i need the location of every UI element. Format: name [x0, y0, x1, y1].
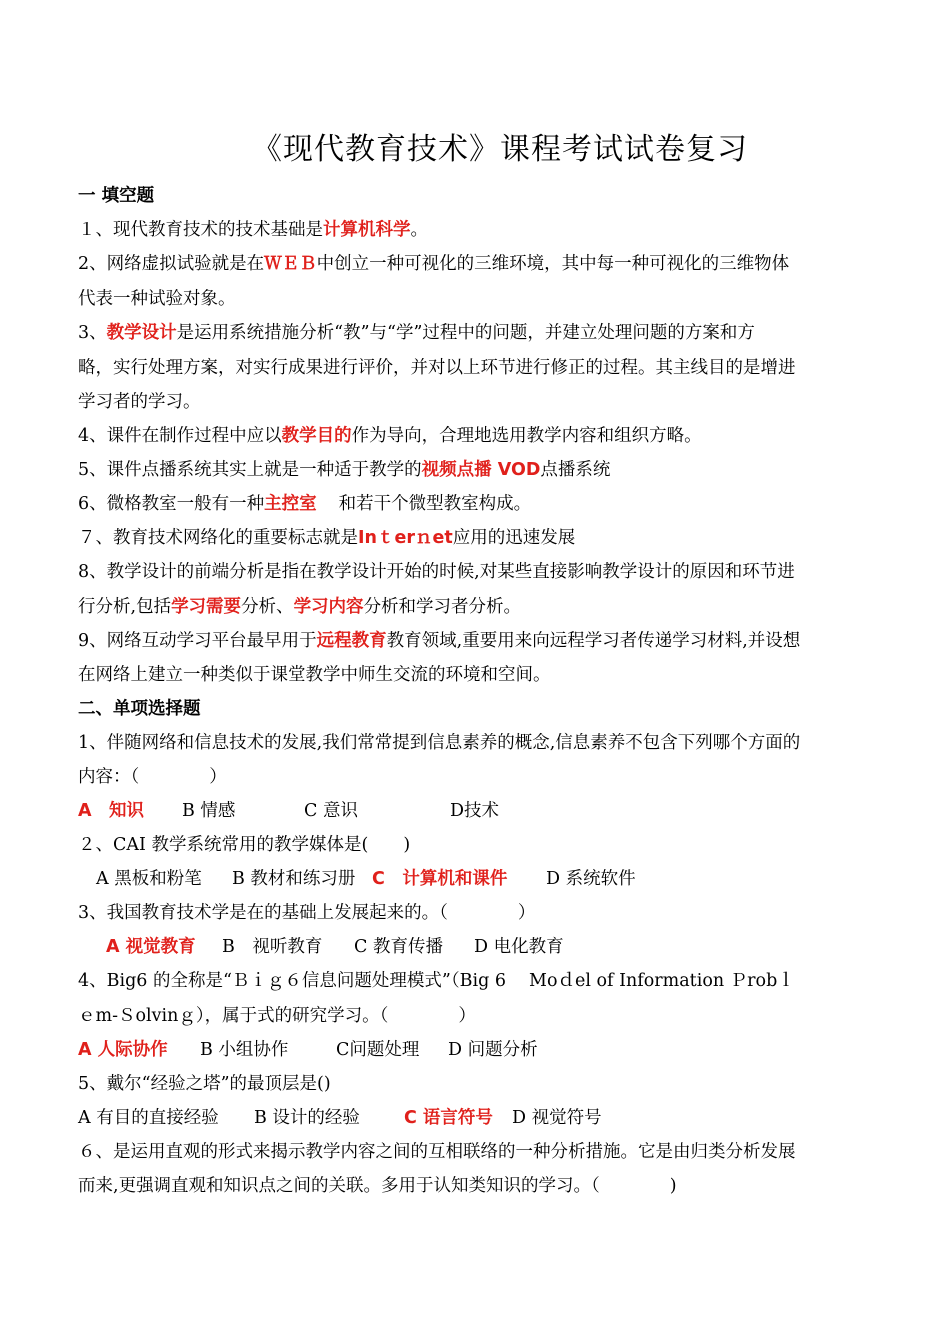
question-1-3-cont1: 略，实行处理方案，对实行成果进行评价，并对以上环节进行修正的过程。其主线目的是增进 [78, 358, 796, 378]
question-text: 作为导向，合理地选用教学内容和组织方略。 [351, 426, 702, 446]
question-text: １、现代教育技术的技术基础是 [78, 220, 323, 240]
question-text: 和若干个微型教室构成。 [338, 494, 532, 514]
option-d: D 电化教育 [474, 937, 564, 957]
answer-text: ＷＥＢ [264, 254, 317, 274]
option-c: C问题处理 [336, 1040, 420, 1060]
option-a-answer: A 知识 [78, 801, 145, 821]
option-b: B 视听教育 [222, 937, 323, 957]
answer-text: 教学设计 [106, 323, 177, 343]
section-heading-fill-in: 一 填空题 [78, 186, 155, 206]
question-1-1 [78, 218, 428, 242]
question-text: 行分析,包括 [78, 597, 172, 617]
question-text: 5、课件点播系统其实上就是一种适于教学的 [78, 460, 422, 480]
option-c-answer: C 语言符号 [404, 1108, 493, 1128]
page-title: 《现代教育技术》课程考试试卷复习 [252, 132, 748, 167]
question-2-5: 5、戴尔“经验之塔”的最顶层是() [78, 1074, 331, 1094]
question-text: 。 [410, 220, 428, 240]
option-c: C 意识 [304, 801, 358, 821]
question-text: 6、微格教室一般有一种 [78, 494, 265, 514]
option-d: D 系统软件 [546, 869, 636, 889]
question-text: 2、网络虚拟试验就是在 [78, 254, 265, 274]
option-b: B 小组协作 [200, 1040, 289, 1060]
question-2-2: ２、CAI 教学系统常用的教学媒体是( ) [78, 835, 411, 855]
answer-text: 视频点播 VOD [421, 460, 541, 480]
option-a-answer: A 人际协作 [78, 1040, 168, 1060]
question-text: 中创立一种可视化的三维环境，其中每一种可视化的三维物体 [316, 254, 790, 274]
question-1-9 [78, 629, 800, 653]
answer-text: 教学目的 [281, 426, 352, 446]
question-text: 点播系统 [540, 460, 611, 480]
question-text: 9、网络互动学习平台最早用于 [78, 631, 317, 651]
question-1-6 [78, 492, 531, 516]
question-text: 4、课件在制作过程中应以 [78, 426, 282, 446]
options-2-5 [78, 1106, 602, 1130]
option-d: D技术 [450, 801, 500, 821]
question-1-8: 8、教学设计的前端分析是指在教学设计开始的时候,对某些直接影响教学设计的原因和环节进 [78, 562, 795, 582]
question-1-2 [78, 252, 789, 276]
question-1-4 [78, 424, 702, 448]
options-2-1 [78, 799, 499, 823]
question-1-5 [78, 458, 610, 482]
question-text: 是运用系统措施分析“教”与“学”过程中的问题，并建立处理问题的方案和方 [176, 323, 755, 343]
question-2-1: 1、伴随网络和信息技术的发展,我们常常提到信息素养的概念,信息素养不包含下列哪个方面的 [78, 733, 801, 753]
section-heading-single-choice: 二、单项选择题 [78, 699, 201, 719]
question-2-6: ６、是运用直观的形式来揭示教学内容之间的互相联络的一种分析措施。它是由归类分析发展 [78, 1142, 796, 1162]
options-2-3 [106, 935, 564, 959]
question-2-6-cont: 而来,更强调直观和知识点之间的关联。多用于认知类知识的学习。（ ) [78, 1176, 677, 1196]
question-2-4: 4、Big6 的全称是“Ｂｉｇ６信息问题处理模式”（Big 6 Moｄel of Information Ｐrobｌ [78, 971, 795, 991]
options-2-4 [78, 1038, 538, 1062]
question-2-3: 3、我国教育技术学是在的基础上发展起来的。（ ） [78, 903, 536, 923]
answer-text: Inｔerｎet [358, 528, 453, 548]
question-1-2-cont: 代表一种试验对象。 [78, 289, 236, 309]
option-b: B 设计的经验 [254, 1108, 360, 1128]
question-text: 教育领域,重要用来向远程学习者传递学习材料,并设想 [386, 631, 801, 651]
question-2-1-cont: 内容：（ ） [78, 767, 227, 787]
question-text: 分析和学习者分析。 [363, 597, 522, 617]
question-text: 3、 [78, 323, 107, 343]
option-d: D 问题分析 [448, 1040, 538, 1060]
option-b: B 教材和练习册 [232, 869, 356, 889]
question-2-4-cont: ｅm-Ｓolvinｇ），属于式的研究学习。（ ） [78, 1006, 476, 1026]
option-c: C 教育传播 [354, 937, 443, 957]
question-text: ７、教育技术网络化的重要标志就是 [78, 528, 358, 548]
answer-text: 计算机科学 [323, 220, 411, 240]
answer-text: 学习需要 [171, 597, 242, 617]
answer-text: 主控室 [264, 494, 317, 514]
answer-text: 远程教育 [316, 631, 387, 651]
option-a-answer: A 视觉教育 [106, 937, 196, 957]
answer-text: 学习内容 [293, 597, 364, 617]
question-1-3 [78, 321, 755, 345]
question-1-7 [78, 526, 575, 550]
option-c-answer: C 计算机和课件 [372, 869, 508, 889]
option-a: A 黑板和粉笔 [96, 869, 202, 889]
question-text: 分析、 [241, 597, 294, 617]
option-b: B 情感 [182, 801, 236, 821]
option-d: D 视觉符号 [512, 1108, 602, 1128]
question-1-9-cont: 在网络上建立一种类似于课堂教学中师生交流的环境和空间。 [78, 665, 551, 685]
question-1-8-cont [78, 595, 521, 619]
option-a: A 有目的直接经验 [78, 1108, 219, 1128]
options-2-2 [96, 867, 636, 891]
question-1-3-cont2: 学习者的学习。 [78, 392, 201, 412]
question-text: 应用的迅速发展 [452, 528, 576, 548]
